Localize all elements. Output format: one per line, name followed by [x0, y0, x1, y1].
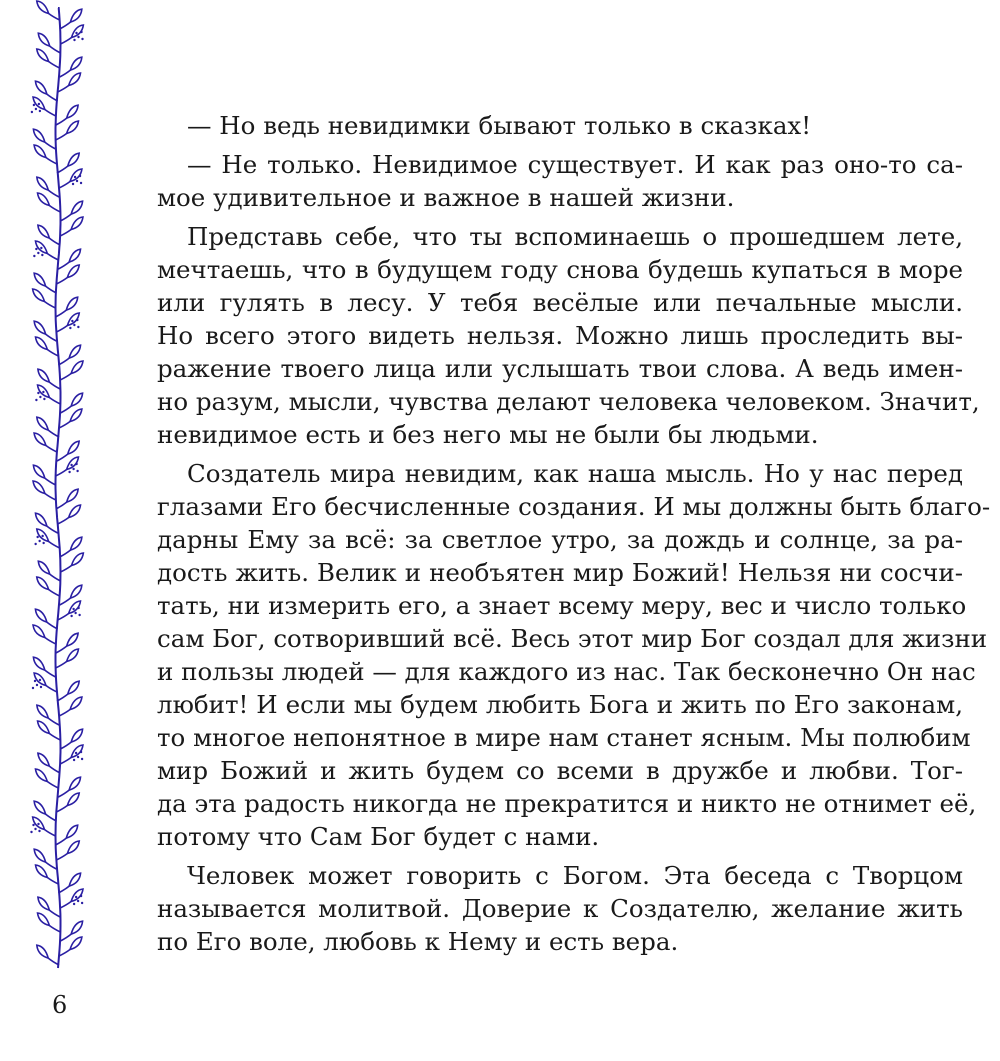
- vine-leaf: [37, 943, 59, 967]
- vine-leaf: [58, 70, 81, 95]
- text-line: по Его воле, любовь к Нему и есть вера.: [157, 927, 679, 956]
- text-line: Человек может говорить с Богом. Эта беседа с Творцом: [187, 861, 963, 890]
- leaf-vine-ornament: [20, 0, 90, 980]
- paragraph: [157, 457, 991, 853]
- vine-leaf: [38, 190, 61, 215]
- text-line: мир Божий и жить будем со всеми в дружбе и любви. Тог-: [157, 756, 963, 785]
- vine-stem: [56, 8, 61, 968]
- vine-leaf: [36, 334, 59, 359]
- page-number: 6: [52, 991, 68, 1019]
- text-line: любит! И если мы будем любить Бога и жить по Его законам,: [157, 690, 963, 719]
- text-line: но разум, мысли, чувства делают человека человеком. Значит,: [157, 387, 980, 416]
- text-line: ражение твоего лица или услышать твои слова. А ведь имен-: [157, 354, 963, 383]
- vine-leaf: [38, 910, 61, 935]
- vine-leaf: [38, 382, 61, 407]
- text-line: или гулять в лесу. У тебя весёлые или печальные мысли.: [157, 288, 963, 317]
- text-line: то многое непонятное в мире нам станет ясным. Мы полюбим: [157, 723, 971, 752]
- vine-leaf: [36, 862, 59, 887]
- text-line: невидимое есть и без него мы не были бы людьми.: [157, 420, 819, 449]
- text-line: тать, ни измерить его, а знает всему меру, вес и число только: [157, 591, 967, 620]
- vine-leaf: [34, 670, 57, 695]
- vine-leaf: [60, 742, 83, 767]
- text-line: — Не только. Невидимое существует. И как раз оно-то са-: [187, 150, 963, 179]
- text-body: [157, 109, 991, 964]
- text-line: Создатель мира невидим, как наша мысль. Но у нас перед: [187, 459, 963, 488]
- text-line: мечтаешь, что в будущем году снова будешь купаться в море: [157, 255, 963, 284]
- text-line: мое удивительное и важное в нашей жизни.: [157, 183, 735, 212]
- text-line: сам Бог, сотворивший всё. Весь этот мир Бог создал для жизни: [157, 624, 988, 653]
- text-line: глазами Его бесчисленные создания. И мы должны быть благо-: [157, 492, 991, 521]
- vine-leaf: [38, 718, 61, 743]
- paragraph: [157, 148, 963, 214]
- vine-leaf: [33, 478, 56, 503]
- vine-leaf: [59, 934, 82, 959]
- paragraph: [157, 220, 980, 451]
- vine-leaf: [58, 598, 81, 623]
- vine-leaf: [59, 406, 82, 431]
- paragraph: [157, 859, 963, 958]
- vine-leaf: [37, 526, 60, 551]
- text-line: Но всего этого видеть нельзя. Можно лишь проследить вы-: [157, 321, 963, 350]
- text-line: дарны Ему за всё: за светлое утро, за дождь и солнце, за ра-: [157, 525, 963, 554]
- vine-leaf: [56, 118, 79, 143]
- paragraph: [157, 109, 963, 142]
- text-line: Представь себе, что ты вспоминаешь о прошедшем лете,: [187, 222, 963, 251]
- text-line: да эта радость никогда не прекратится и никто не отнимет её,: [157, 789, 977, 818]
- text-line: называется молитвой. Доверие к Создателю, желание жить: [157, 894, 963, 923]
- vine-leaf: [60, 214, 83, 239]
- vine-leaf: [34, 142, 57, 167]
- text-line: и пользы людей — для каждого из нас. Так бесконечно Он нас: [157, 657, 976, 686]
- vine-leaf: [56, 454, 79, 479]
- vine-leaf: [37, 0, 60, 23]
- vine-leaf: [56, 646, 79, 671]
- text-line: дость жить. Велик и необъятен мир Божий! Нельзя ни сосчи-: [157, 558, 963, 587]
- vine-leaf: [56, 790, 79, 815]
- text-line: — Но ведь невидимки бывают только в сказках!: [187, 111, 812, 140]
- text-line: потому что Сам Бог будет с нами.: [157, 822, 600, 851]
- vine-leaf: [56, 262, 79, 287]
